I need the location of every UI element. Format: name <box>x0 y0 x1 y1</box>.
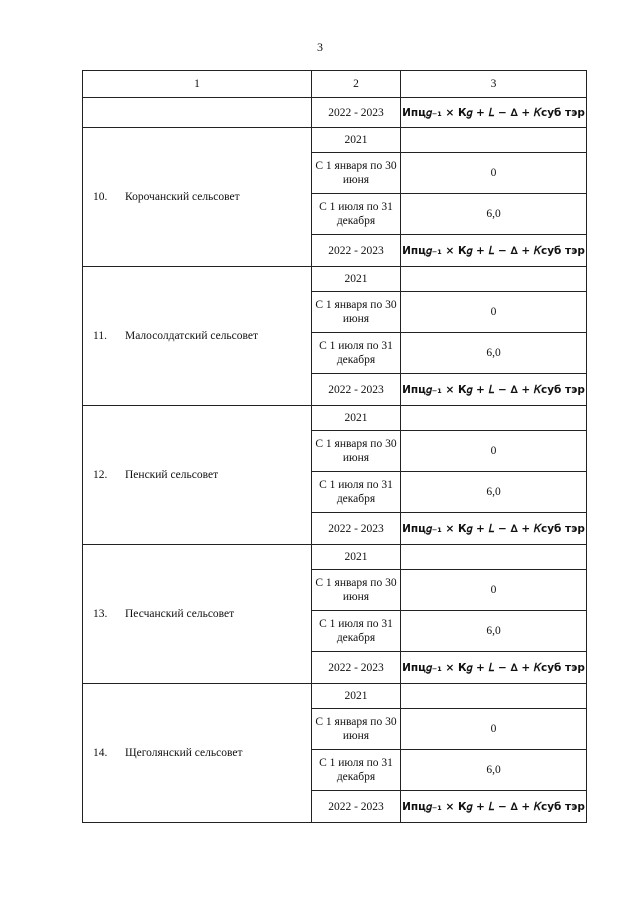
settlement-name: Корочанский сельсовет <box>125 191 240 203</box>
period-cell: 2022 - 2023 <box>312 98 401 128</box>
formula-cell: Ипц𝑔₋₁ × К𝑔 + 𝐿 − ∆ + 𝐾суб тэр <box>401 652 587 684</box>
value-cell: 6,0 <box>401 611 587 652</box>
formula-cell: Ипц𝑔₋₁ × К𝑔 + 𝐿 − ∆ + 𝐾суб тэр <box>401 513 587 545</box>
value-cell: 0 <box>401 709 587 750</box>
row-number: 12. <box>93 469 108 481</box>
period-cell: С 1 июля по 31 декабря <box>312 472 401 513</box>
table-row <box>83 684 587 709</box>
value-cell: 0 <box>401 570 587 611</box>
tariff-table <box>82 70 587 823</box>
period-cell: С 1 января по 30 июня <box>312 153 401 194</box>
period-cell: С 1 января по 30 июня <box>312 292 401 333</box>
value-cell: 6,0 <box>401 750 587 791</box>
period-cell: 2022 - 2023 <box>312 235 401 267</box>
row-number: 13. <box>93 608 108 620</box>
continuation-row <box>83 98 587 128</box>
settlement-name: Песчанский сельсовет <box>125 608 235 620</box>
settlement-cell <box>83 128 312 267</box>
value-cell <box>401 406 587 431</box>
value-cell: 6,0 <box>401 194 587 235</box>
table-body <box>83 71 587 823</box>
value-cell <box>401 128 587 153</box>
settlement-cell <box>83 684 312 823</box>
settlement-cell <box>83 267 312 406</box>
value-cell: 0 <box>401 292 587 333</box>
table-row <box>83 267 587 292</box>
value-cell: 6,0 <box>401 472 587 513</box>
row-number: 11. <box>93 330 107 342</box>
value-cell <box>401 267 587 292</box>
value-cell: 0 <box>401 431 587 472</box>
settlement-name: Щеголянский сельсовет <box>125 747 243 759</box>
row-number: 10. <box>93 191 108 203</box>
value-cell: 6,0 <box>401 333 587 374</box>
period-cell: С 1 января по 30 июня <box>312 431 401 472</box>
period-cell: 2021 <box>312 128 401 153</box>
formula-cell: Ипц𝑔₋₁ × К𝑔 + 𝐿 − ∆ + 𝐾суб тэр <box>401 374 587 406</box>
settlement-name: Пенский сельсовет <box>125 469 219 481</box>
value-cell: 0 <box>401 153 587 194</box>
formula-cell: Ипц𝑔₋₁ × К𝑔 + 𝐿 − ∆ + 𝐾суб тэр <box>401 98 587 128</box>
settlement-name: Малосолдатский сельсовет <box>125 330 259 342</box>
formula-cell: Ипц𝑔₋₁ × К𝑔 + 𝐿 − ∆ + 𝐾суб тэр <box>401 235 587 267</box>
value-cell <box>401 684 587 709</box>
period-cell: С 1 июля по 31 декабря <box>312 194 401 235</box>
value-cell <box>401 545 587 570</box>
empty-cell <box>83 98 312 128</box>
period-cell: С 1 июля по 31 декабря <box>312 611 401 652</box>
period-cell: 2022 - 2023 <box>312 652 401 684</box>
period-cell: С 1 января по 30 июня <box>312 709 401 750</box>
settlement-cell <box>83 406 312 545</box>
period-cell: 2022 - 2023 <box>312 513 401 545</box>
period-cell: 2021 <box>312 406 401 431</box>
period-cell: С 1 июля по 31 декабря <box>312 333 401 374</box>
period-cell: 2021 <box>312 545 401 570</box>
period-cell: С 1 января по 30 июня <box>312 570 401 611</box>
period-cell: 2022 - 2023 <box>312 791 401 823</box>
period-cell: С 1 июля по 31 декабря <box>312 750 401 791</box>
column-header: 2 <box>312 71 401 98</box>
formula-cell: Ипц𝑔₋₁ × К𝑔 + 𝐿 − ∆ + 𝐾суб тэр <box>401 791 587 823</box>
page-number: 3 <box>317 40 323 54</box>
table-row <box>83 128 587 153</box>
column-header: 3 <box>401 71 587 98</box>
period-cell: 2021 <box>312 267 401 292</box>
settlement-cell <box>83 545 312 684</box>
column-header: 1 <box>83 71 312 98</box>
table-row <box>83 545 587 570</box>
header-row <box>83 71 587 98</box>
period-cell: 2022 - 2023 <box>312 374 401 406</box>
period-cell: 2021 <box>312 684 401 709</box>
row-number: 14. <box>93 747 108 759</box>
table-row <box>83 406 587 431</box>
